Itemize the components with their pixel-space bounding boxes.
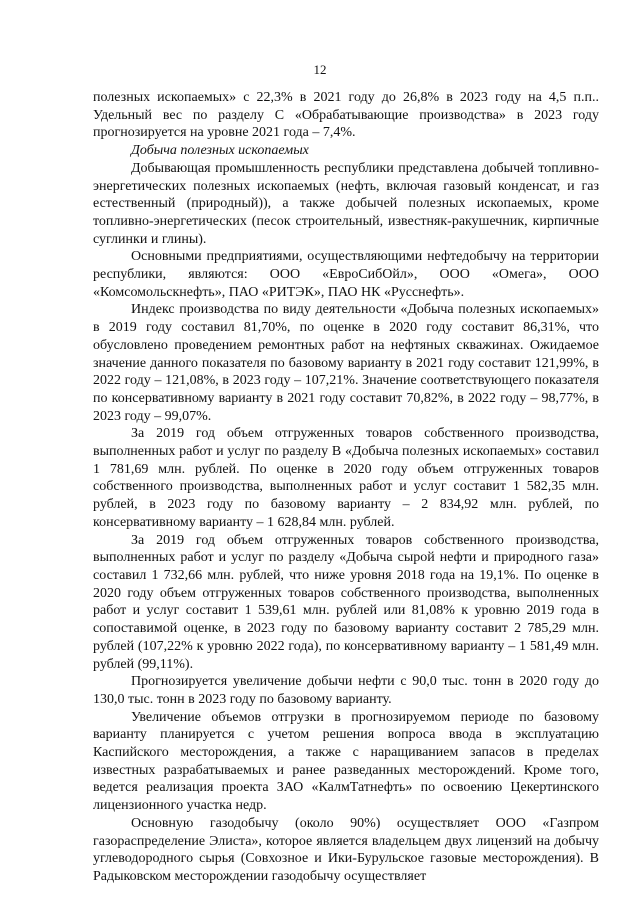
paragraph-oil-companies: Основными предприятиями, осуществляющими нефтедобычу на территории республики, являются: ООО «ЕвроСибОйл», ООО «Омега», ООО «Комсомольскнефть», ПАО «РИТЭК», ПАО НК «Русснефть». bbox=[93, 249, 599, 300]
paragraph-shipped-goods-section-b: За 2019 год объем отгруженных товаров собственного производства, выполненных работ и услуг по разделу В «Добыча полезных ископаемых» составил 1 781,69 млн. рублей. По оценке в 2020 году объем отгруженных товаров собственного производства, выполненных работ и услуг составит 1 582,35 млн. рублей, в 2023 году по базовому варианту – 2 834,92 млн. рублей, по консервативному варианту – 1 628,84 млн. рублей. bbox=[93, 426, 599, 530]
paragraph-production-index: Индекс производства по виду деятельности «Добыча полезных ископаемых» в 2019 году составил 81,70%, по оценке в 2020 году составит 86,31%, что обусловлено проведением ремонтных работ на нефтяных скважинах. Ожидаемое значение данного показателя по базовому варианту в 2021 году составит 121,99%, в 2022 году – 121,08%, в 2023 году – 107,21%. Значение соответствующего показателя по консервативному варианту в 2021 году составит 70,82%, в 2022 году – 98,77%, в 2023 году – 99,07%. bbox=[93, 302, 599, 424]
paragraph-oil-output-forecast: Прогнозируется увеличение добычи нефти с 90,0 тыс. тонн в 2020 году до 130,0 тыс. тонн в 2023 году по базовому варианту. bbox=[93, 674, 599, 707]
paragraph-mining-industry: Добывающая промышленность республики представлена добычей топливно-энергетических полезных ископаемых (нефть, включая газовый конденсат, и газ естественный (природный)), а также добычей полезных ископаемых, кроме топливно-энергетических (песок строительный, известняк-ракушечник, кирпичные суглинки и глины). bbox=[93, 160, 599, 247]
paragraph-gas-production: Основную газодобычу (около 90%) осуществляет ООО «Газпром газораспределение Элиста», которое является владельцем двух лицензий на добычу углеводородного сырья (Совхозное и Ики-Бурульское газовые месторождения). В Радыковском месторождении газодобычу осуществляет bbox=[93, 815, 599, 884]
paragraph-continuation: полезных ископаемых» с 22,3% в 2021 году до 26,8% в 2023 году на 4,5 п.п.. Удельный вес по разделу С «Обрабатывающие производства» в 2023 году прогнозируется на уровне 2021 года – 7,4%. bbox=[93, 90, 599, 141]
document-body bbox=[93, 89, 599, 884]
section-heading: Добыча полезных ископаемых bbox=[131, 143, 309, 159]
page-number: 12 bbox=[313, 62, 327, 77]
paragraph-shipment-growth: Увеличение объемов отгрузки в прогнозируемом периоде по базовому варианту планируется с учетом решения вопроса ввода в эксплуатацию Каспийского месторождения, а также с наращиванием запасов в пределах известных разрабатываемых и ранее разведанных месторождений. Кроме того, ведется реализация проекта ЗАО «КалмТатнефть» по освоению Цекертинского лицензионного участка недр. bbox=[93, 709, 599, 814]
paragraph-shipped-goods-oil-gas: За 2019 год объем отгруженных товаров собственного производства, выполненных работ и услуг по разделу «Добыча сырой нефти и природного газа» составил 1 732,66 млн. рублей, что ниже уровня 2018 года на 19,1%. По оценке в 2020 году объем отгруженных товаров собственного производства, выполненных работ и услуг составит 1 539,61 млн. рублей или 81,08% к уровню 2019 года в сопоставимой оценке, в 2023 году по базовому варианту составит 2 785,29 млн. рублей (107,22% к уровню 2022 года), по консервативному варианту – 1 581,49 млн. рублей (99,11%). bbox=[93, 532, 599, 672]
